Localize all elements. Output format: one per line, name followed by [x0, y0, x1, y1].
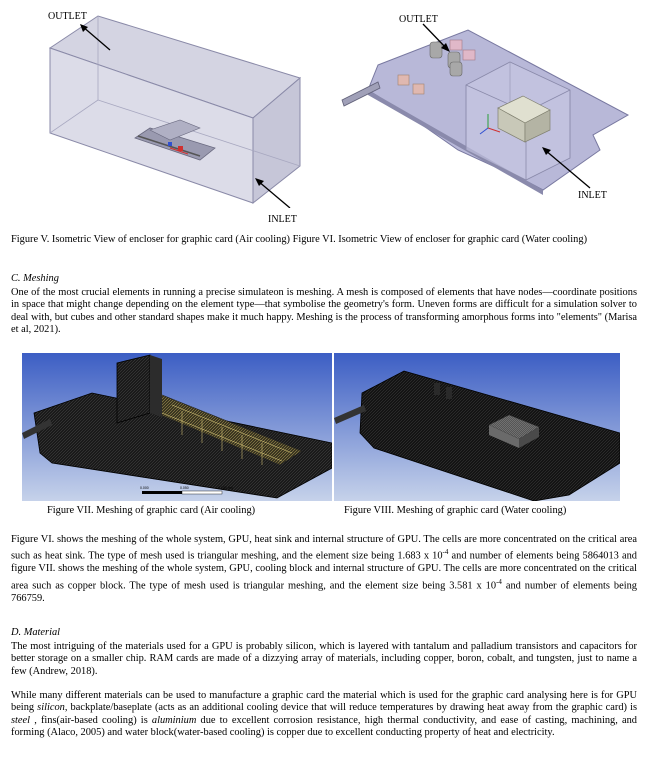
mesh-text-part2: and number of elements being 5864013 and figure VII. shows the meshing of the whole system, GPU, cooling block and internal structure of GPU. The cells are more concentrated on the critical area such as copper block. The type of mesh used is triangular meshing, and the element size being 3.581 x 10 [11, 550, 637, 592]
figure-v-vi-caption: Figure V. Isometric View of encloser for graphic card (Air cooling) Figure VI. Isometric View of encloser for graphic card (Water cooling) [11, 234, 588, 245]
mesh-description-paragraph [11, 534, 637, 605]
mesh-text-part1: Figure VI. shows the meshing of the whole system, GPU, heat sink and internal structure of GPU. The cells are more concentrated on the critical area such as heat sink. The type of mesh used is triangular meshing, and the element size being 1.683 x 10 [11, 534, 637, 562]
scale-label-1: 0.050 [180, 486, 189, 490]
figure-viii-mesh-water-cooling [334, 353, 620, 501]
outlet-label-left: OUTLET [48, 11, 87, 22]
mesh-text-part3: and number of elements being 766759. [11, 580, 637, 604]
outlet-label-right: OUTLET [399, 14, 438, 25]
inlet-label-right: INLET [578, 190, 607, 201]
material-steel: steel [11, 714, 31, 726]
material-text-d: due to excellent corrosion resistance, high thermal conductivity, and ease of casting, machining, and forming (Alaco, 2005) and water block(water-based cooling) is copper due to excellent conducting property of heat and electricity. [11, 714, 637, 739]
mesh-exponent-2: -4 [496, 577, 502, 586]
material-aluminium: aluminium [151, 714, 197, 726]
figure-vi-water-cooling-enclosure [338, 10, 638, 205]
section-d-paragraph-1: The most intriguing of the materials used for a GPU is probably silicon, which is layered with tantalum and palladium transistors and capacitors for better storage on a smaller chip. RAM cards are made of a dizzying array of materials, including copper, boron, cobalt, and tungsten, just to name a few (Andrew, 2018). [11, 641, 637, 677]
section-c-paragraph: One of the most crucial elements in running a precise simulateon is meshing. A mesh is composed of elements that have nodes—coordinate positions in space that might change depending on the element type—that symbolise the geometry's form. Uneven forms are difficult for a simulation solver to deal with, but cubes and other standard shapes make it much happy. Meshing is the process of transforming amorphous forms into "elements" (Marisa et al, 2021). [11, 287, 637, 336]
material-text-a: While many different materials can be used to manufacture a graphic card the material which is used for the graphic card analysing here is for GPU being [11, 690, 637, 714]
material-text-b: , backplate/baseplate (acts as an additional cooling device that will reduce temperatures by drawing heat away from the graphic card) is [64, 702, 638, 714]
scale-label-0: 0.000 [140, 486, 149, 490]
figure-viii-caption: Figure VIII. Meshing of graphic card (Water cooling) [344, 505, 567, 516]
material-silicon: silicon [37, 702, 65, 714]
section-d-heading: D. Material [11, 627, 61, 638]
section-d-paragraph-2 [11, 690, 637, 740]
inlet-label-left: INLET [268, 214, 297, 225]
figure-vii-mesh-air-cooling [22, 353, 332, 501]
figure-v-air-cooling-enclosure [40, 8, 315, 208]
scale-label-2: 0.100 (m) [218, 486, 233, 490]
material-text-c: , fins(air-based cooling) is [30, 714, 152, 726]
section-c-heading: C. Meshing [11, 273, 59, 284]
mesh-exponent-1: -4 [442, 548, 449, 557]
figure-vii-caption: Figure VII. Meshing of graphic card (Air cooling) [47, 505, 256, 516]
